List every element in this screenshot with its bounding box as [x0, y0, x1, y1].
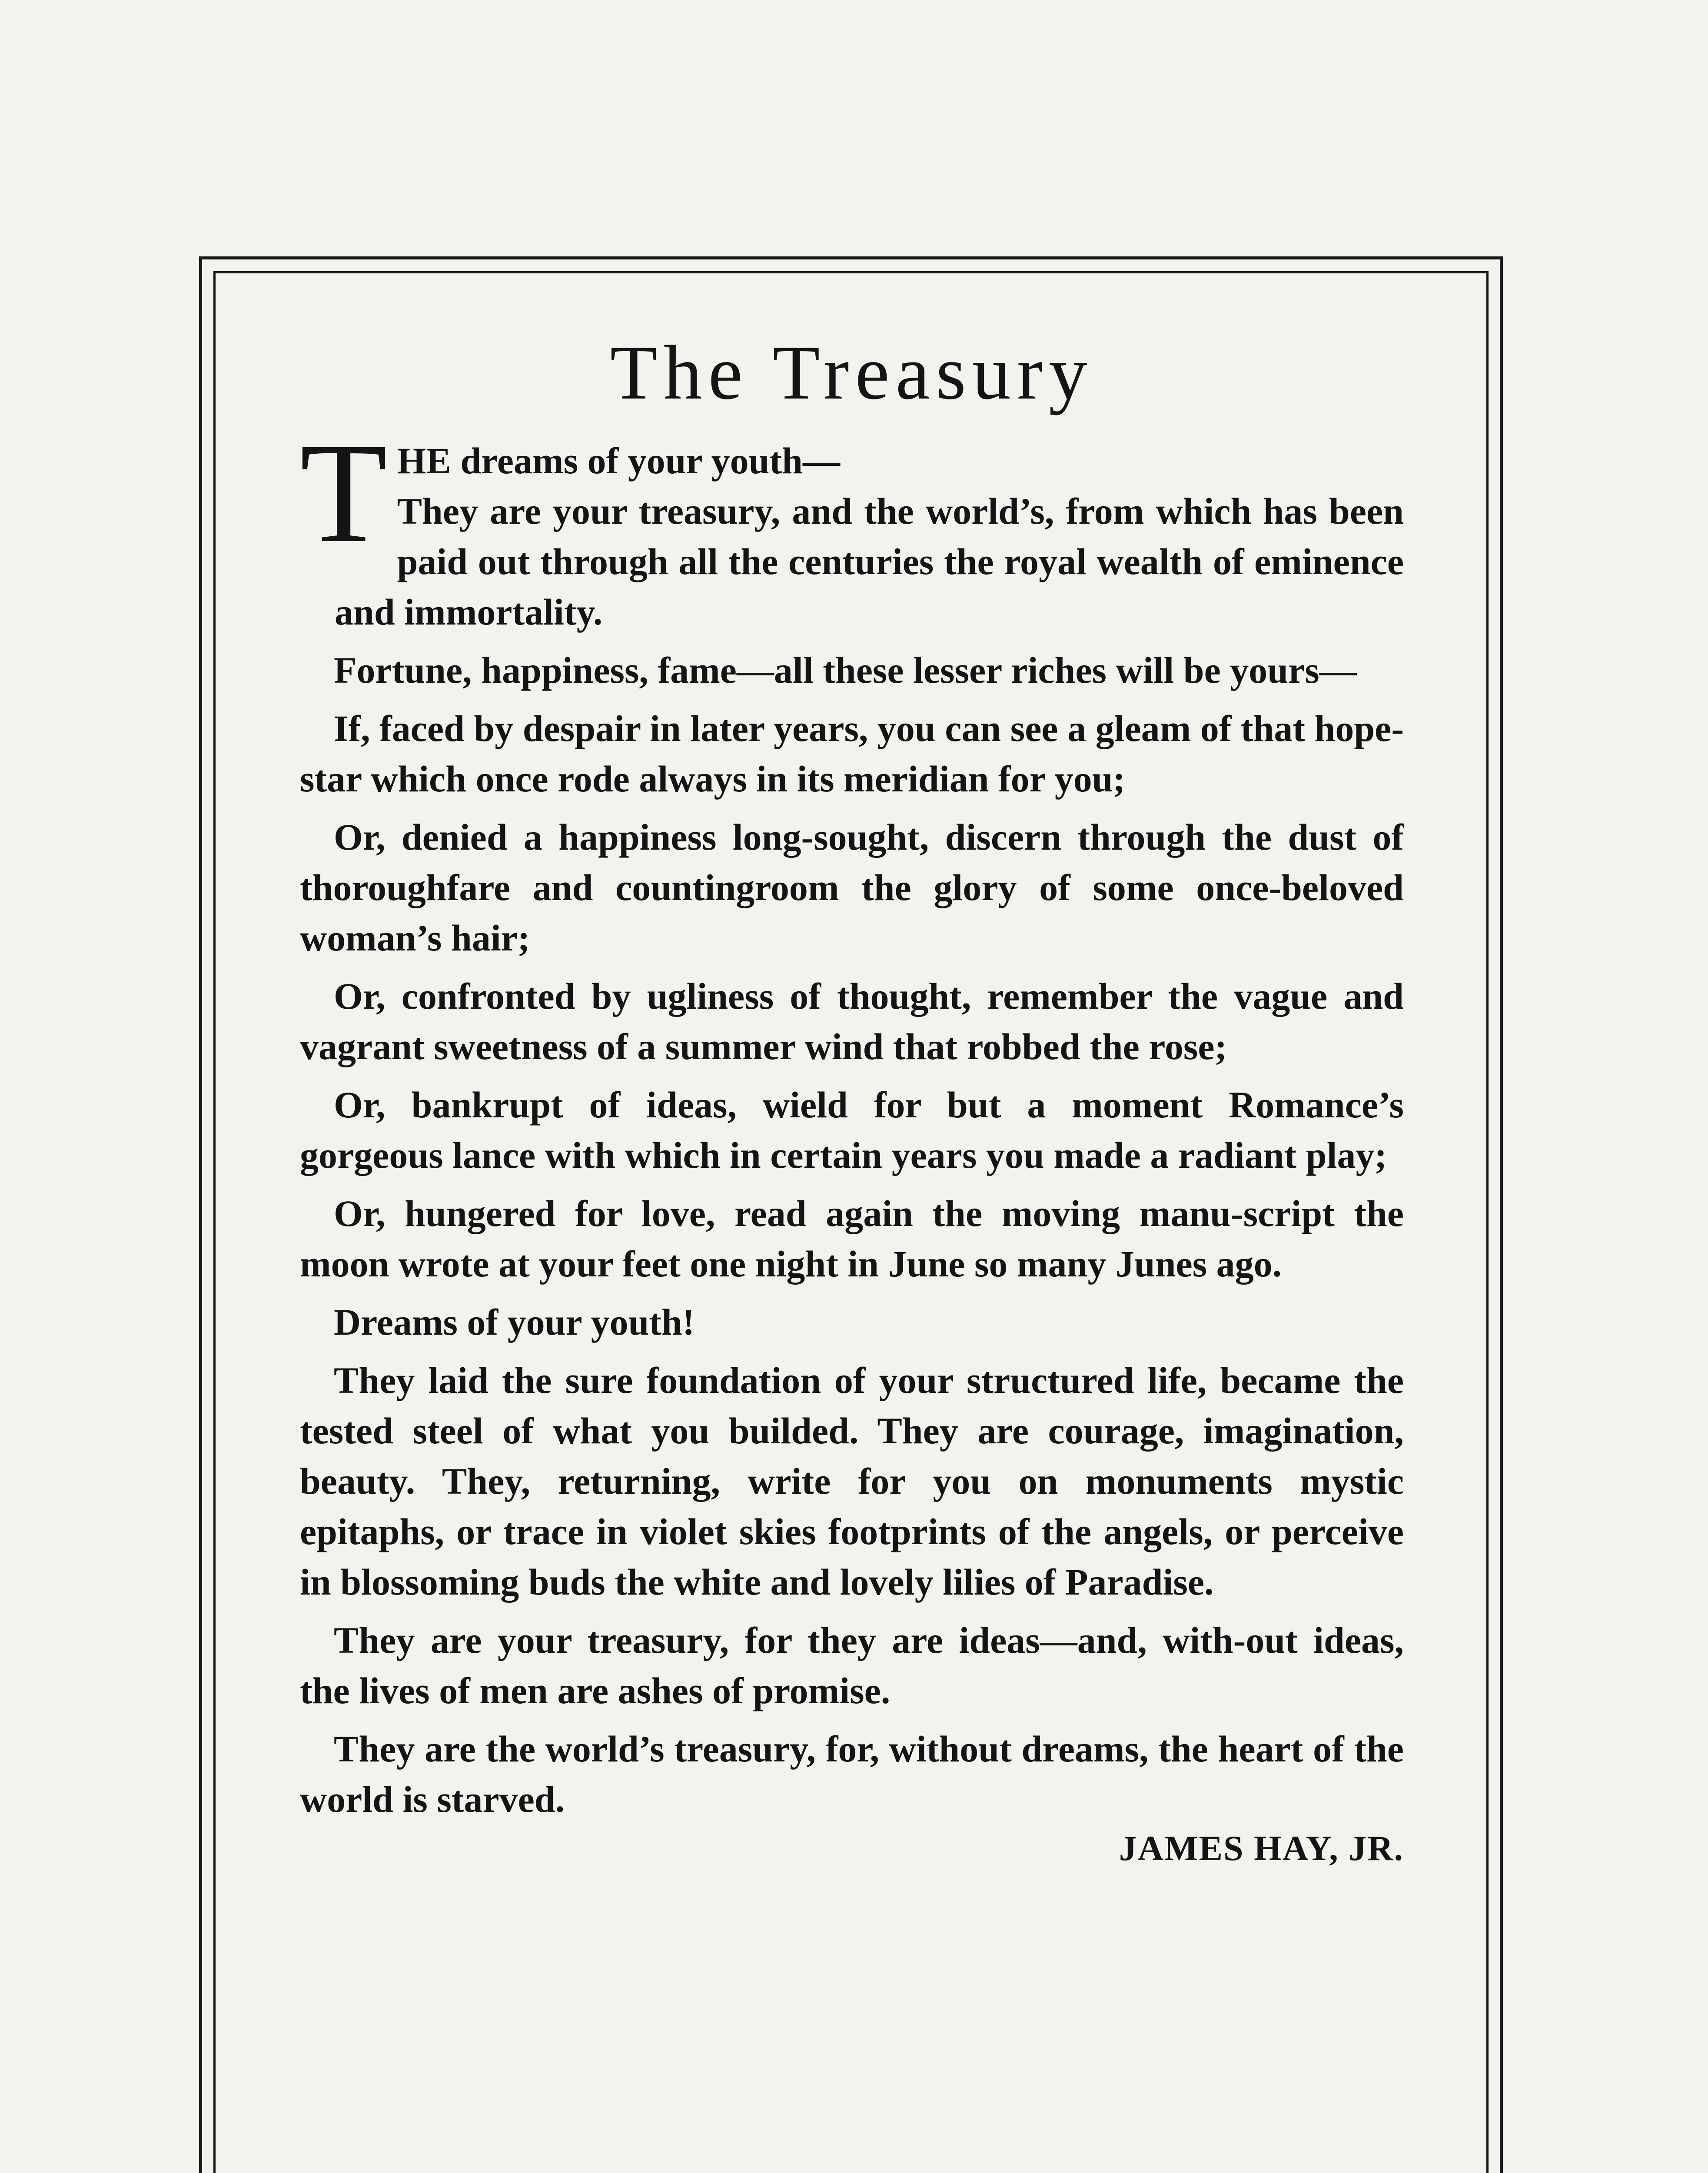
lead-paragraph — [300, 413, 1404, 637]
paragraph: Or, bankrupt of ideas, wield for but a moment Romance’s gorgeous lance with which in certain years you made a radiant play; — [300, 1083, 1404, 1176]
paragraph: Fortune, happiness, fame—all these lesser riches will be yours— — [334, 649, 1357, 691]
article — [300, 330, 1404, 1872]
paragraph: They are the world’s treasury, for, without dreams, the heart of the world is starved. — [300, 1728, 1404, 1820]
paragraph: They are your treasury, for they are ideas—and, with-out ideas, the lives of men are ashes of promise. — [300, 1619, 1404, 1711]
paragraph: Or, confronted by ugliness of thought, remember the vague and vagrant sweetness of a summer wind that robbed the rose; — [300, 975, 1404, 1067]
page-title: The Treasury — [610, 329, 1094, 415]
paragraph: They laid the sure foundation of your structured life, became the tested steel of what you builded. They are courage, imagination, beauty. They, returning, write for you on monuments mystic epitaphs, or trace in violet skies footprints of the angels, or perceive in blossoming buds the white and lovely lilies of Paradise. — [300, 1359, 1404, 1603]
author-signature: JAMES HAY, JR. — [1119, 1828, 1404, 1868]
paragraph: Dreams of your youth! — [334, 1301, 695, 1343]
paragraph: If, faced by despair in later years, you can see a gleam of that hope-star which once rode always in its meridian for you; — [300, 707, 1404, 800]
paragraph: Or, denied a happiness long-sought, discern through the dust of thoroughfare and countingroom the glory of some once-beloved woman’s hair; — [300, 816, 1404, 959]
drop-cap: T — [300, 413, 388, 572]
paragraph: Or, hungered for love, read again the moving manu-script the moon wrote at your feet one night in June so many Junes ago. — [300, 1192, 1404, 1285]
lead-line-2: They are your treasury, and the world’s, from which has been paid out through all the centuries the royal wealth of eminence and immortality. — [335, 490, 1404, 633]
lead-line-1: HE dreams of your youth— — [397, 439, 840, 482]
